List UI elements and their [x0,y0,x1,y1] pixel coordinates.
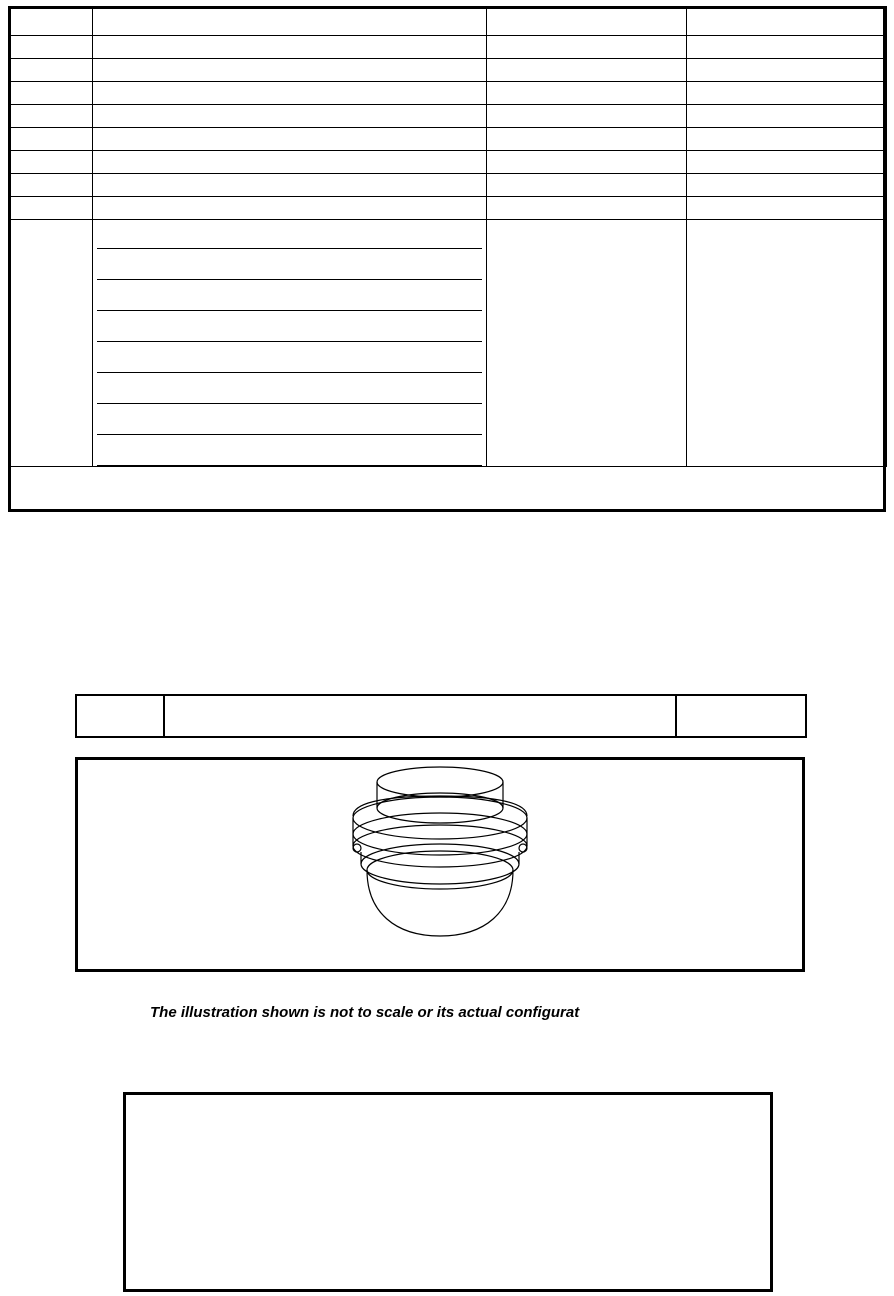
block-cell-quantity [487,220,687,467]
cell-quantity [487,174,687,197]
table-row [9,197,887,220]
cell-description [93,197,487,220]
header-cell-description [93,7,487,36]
cell-item [9,105,93,128]
cell-item [9,174,93,197]
cell-item [9,82,93,105]
table-row [9,105,887,128]
block-cell-item [9,220,93,467]
cell-unit [687,128,887,151]
illustration-note: The illustration shown is not to scale or its actual configurat [150,1004,580,1021]
table-row [9,151,887,174]
description-lines [97,220,482,466]
table-row [9,174,887,197]
cell-quantity [487,105,687,128]
cell-item [9,151,93,174]
cell-item [9,128,93,151]
cell-quantity [487,82,687,105]
illustration-header-table [75,694,807,738]
cell-description [93,105,487,128]
description-line [97,220,482,249]
cell-description [93,36,487,59]
cell-unit [687,151,887,174]
cell-quantity [487,151,687,174]
description-line [97,280,482,311]
cell-unit [687,59,887,82]
cell-description [93,151,487,174]
header-cell-item [9,7,93,36]
cell-unit [687,197,887,220]
cell-unit [687,174,887,197]
cell-description [93,59,487,82]
cell-description [93,82,487,105]
table-header-row [9,7,887,36]
block-cell-description [93,220,487,467]
table-row [9,59,887,82]
description-line [97,311,482,342]
block-cell-unit [687,220,887,467]
illustration-header-cell-item [76,695,164,737]
table-row [9,36,887,59]
description-line [97,373,482,404]
description-line [97,342,482,373]
cell-quantity [487,59,687,82]
header-cell-unit [687,7,887,36]
table-block-row [9,220,887,467]
cell-quantity [487,36,687,59]
cell-item [9,36,93,59]
illustration-box [75,757,805,972]
cell-description [93,128,487,151]
illustration-header-row [76,695,806,737]
description-line [97,249,482,280]
cell-unit [687,105,887,128]
cell-quantity [487,128,687,151]
description-line [97,435,482,466]
cell-item [9,197,93,220]
cell-item [9,59,93,82]
cell-unit [687,82,887,105]
table-row [9,128,887,151]
cell-unit [687,36,887,59]
specification-table [8,6,887,467]
description-line [97,404,482,435]
cell-quantity [487,197,687,220]
illustration-header-cell-unit [676,695,806,737]
header-cell-quantity [487,7,687,36]
note-box [123,1092,773,1292]
table-row [9,82,887,105]
cell-description [93,174,487,197]
illustration-header-cell-description [164,695,676,737]
ceiling-luminaire-icon [275,760,605,969]
